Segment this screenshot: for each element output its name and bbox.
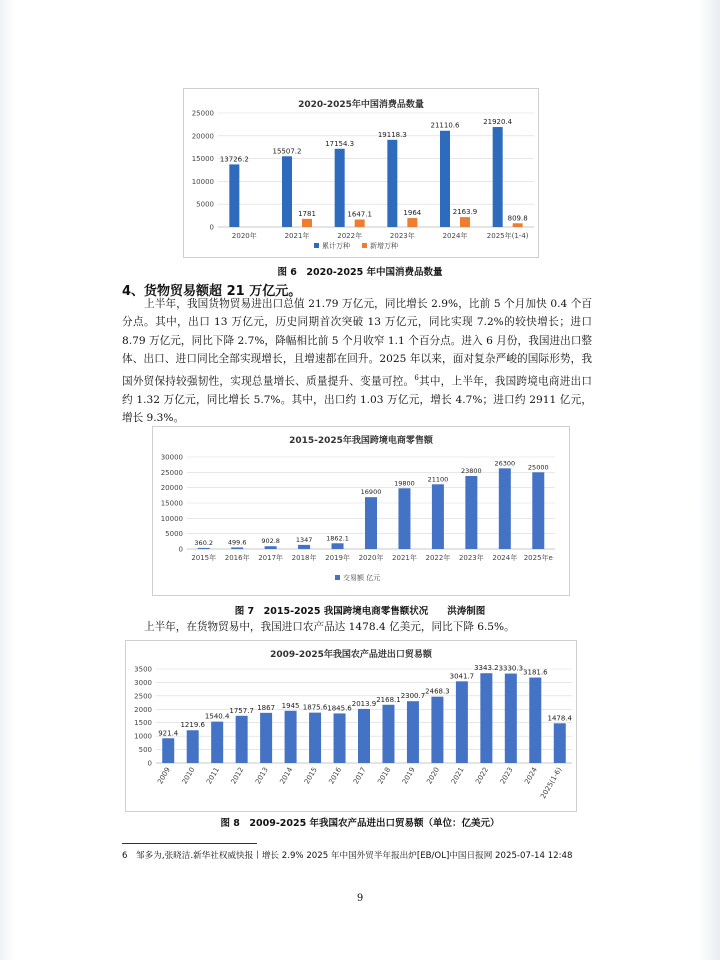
- bar: [407, 218, 417, 227]
- y-tick-label: 500: [138, 746, 152, 755]
- data-label: 1757.7: [229, 706, 254, 715]
- x-tick-label: 2023: [498, 766, 515, 786]
- paragraph-trade-main: 上半年，我国货物贸易进出口总值 21.79 万亿元，同比增长 2.9%，比前 5 个月加快 0.4 个百分点。其中，出口 13 万亿元，历史同期首次突破 13 万亿元，同比实现 7.2%的较快增长；进口 8.79 万亿元，同比下降 2.7%，降幅相比前 5 个月收窄 1.1 个百分点。进入 6 月份，我国进出口整体、出口、进口同比全部实现增长，且增速都在回升。2025 年以来，面对复杂严峻的国际形势，我国外贸保持较强韧性，实现总量增长、质量提升、变量可控。: [122, 298, 592, 388]
- x-tick-label: 2013: [254, 766, 270, 786]
- bar: [365, 497, 377, 549]
- bar: [398, 488, 410, 549]
- page-number: 9: [356, 893, 364, 904]
- chart-title: 2020-2025年中国消费品数量: [298, 100, 424, 110]
- chart-title: 2015-2025年我国跨境电商零售额: [289, 436, 433, 446]
- bar: [493, 127, 503, 227]
- footnote-ref[interactable]: 6: [414, 373, 419, 382]
- y-tick-label: 0: [209, 223, 214, 232]
- y-tick-label: 5000: [165, 530, 183, 539]
- y-tick-label: 10000: [160, 514, 183, 523]
- data-label: 26300: [494, 459, 516, 468]
- chart-title: 2009-2025年我国农产品进出口贸易额: [270, 650, 432, 660]
- data-label: 3330.3: [498, 664, 524, 673]
- bar: [231, 547, 243, 549]
- bar: [285, 711, 297, 763]
- y-tick-label: 0: [178, 545, 183, 554]
- bar: [229, 164, 239, 227]
- x-tick-label: 2010: [180, 766, 197, 786]
- data-label: 23800: [461, 467, 482, 476]
- y-tick-label: 2000: [134, 705, 152, 714]
- y-tick-label: 25000: [191, 109, 214, 118]
- data-label: 1540.4: [204, 712, 230, 721]
- x-tick-label: 2021年: [284, 232, 310, 240]
- data-label: 19800: [394, 479, 415, 488]
- y-tick-label: 5000: [196, 200, 214, 209]
- data-label: 1647.1: [347, 210, 372, 219]
- chart-cross-border-ecommerce-svg: [153, 427, 569, 595]
- data-label: 21100: [427, 475, 449, 484]
- x-tick-label: 2025年(1-4): [486, 232, 529, 240]
- legend-label-new: 新增万种: [370, 242, 398, 250]
- data-label: 1781: [298, 209, 316, 218]
- footnote-divider: [122, 843, 257, 844]
- x-tick-label: 2022年: [337, 232, 363, 240]
- data-label: 1219.6: [180, 721, 205, 730]
- y-tick-label: 0: [147, 759, 152, 768]
- legend-swatch-new: [362, 243, 367, 248]
- data-label: 1862.1: [326, 534, 349, 543]
- data-label: 2468.3: [425, 687, 450, 696]
- bar: [335, 149, 345, 227]
- chart-agricultural-trade: [125, 640, 577, 812]
- paragraph-agriculture-text: 上半年，在货物贸易中，我国进口农产品达 1478.4 亿美元，同比下降 6.5%。: [144, 621, 515, 633]
- bar: [499, 468, 511, 549]
- legend-swatch-cumulative: [314, 243, 319, 248]
- chart-agricultural-trade-svg: [126, 641, 576, 811]
- y-tick-label: 15000: [191, 155, 214, 164]
- x-tick-label: 2021: [449, 766, 466, 786]
- bar: [236, 716, 248, 763]
- bar: [382, 705, 394, 763]
- x-tick-label: 2012: [229, 766, 246, 786]
- data-label: 1347: [295, 535, 313, 544]
- x-tick-label: 2011: [205, 766, 221, 786]
- data-label: 2168.1: [376, 695, 401, 704]
- bar: [211, 722, 223, 763]
- y-tick-label: 20000: [160, 484, 183, 493]
- bar: [332, 543, 344, 549]
- x-tick-label: 2020年: [358, 554, 384, 562]
- bar: [355, 219, 365, 227]
- bar: [309, 713, 321, 763]
- x-tick-label: 2022: [474, 766, 491, 786]
- x-tick-label: 2018年: [291, 554, 317, 562]
- paragraph-trade-tail: 其中，上半年，我国跨境电商进出口约 1.32 万亿元，同比增长 5.7%。其中，出口约 1.03 万亿元，增长 4.7%；进口约 2911 亿元，增长 9.3%。: [122, 375, 593, 424]
- bar: [298, 545, 310, 549]
- section-heading: 4、货物贸易额超 21 万亿元。: [122, 284, 302, 299]
- bar: [480, 673, 492, 763]
- bar: [387, 140, 397, 227]
- data-label: 13726.2: [219, 155, 249, 164]
- y-tick-label: 25000: [160, 468, 183, 477]
- x-tick-label: 2022年: [425, 554, 451, 562]
- x-tick-label: 2019: [400, 766, 417, 786]
- bar: [334, 713, 346, 763]
- bar: [302, 219, 312, 227]
- data-label: 21110.6: [430, 121, 460, 130]
- paragraph-trade: [122, 295, 592, 427]
- y-tick-label: 1000: [134, 732, 152, 741]
- x-tick-label: 2017年: [258, 554, 284, 562]
- x-tick-label: 2018: [376, 766, 393, 786]
- data-label: 2013.9: [351, 699, 377, 708]
- legend-label-cumulative: 累计万种: [322, 242, 350, 250]
- x-tick-label: 2019年: [325, 554, 350, 562]
- data-label: 15507.2: [272, 147, 302, 156]
- x-tick-label: 2016年: [224, 554, 250, 562]
- x-tick-label: 2020年: [231, 232, 257, 240]
- bar: [505, 674, 517, 763]
- bar: [513, 223, 523, 227]
- x-tick-label: 2024年: [442, 232, 468, 240]
- bar: [431, 697, 443, 763]
- x-tick-label: 2017: [351, 766, 368, 786]
- x-tick-label: 2023年: [389, 232, 415, 240]
- data-label: 809.8: [507, 214, 528, 223]
- x-tick-label: 2025年e: [523, 554, 553, 562]
- x-tick-label: 2024年: [492, 554, 518, 562]
- data-label: 1964: [403, 209, 422, 218]
- bar: [532, 472, 544, 549]
- bar: [432, 484, 444, 549]
- x-tick-label: 2023年: [458, 554, 484, 562]
- bar: [260, 713, 272, 763]
- chart-consumer-goods-svg: [184, 89, 538, 257]
- x-tick-label: 2025(1-6): [539, 766, 564, 801]
- figure-8-caption: 图 8 2009-2025 年我国农产品进出口贸易额（单位：亿美元）: [220, 818, 500, 829]
- chart-cross-border-ecommerce: [152, 426, 570, 596]
- y-tick-label: 10000: [191, 177, 214, 186]
- bar: [358, 709, 370, 763]
- x-tick-label: 2015年: [191, 554, 217, 562]
- data-label: 1875.6: [302, 703, 328, 712]
- y-tick-label: 1500: [134, 719, 152, 728]
- y-tick-label: 2500: [134, 692, 152, 701]
- y-tick-label: 3000: [134, 678, 152, 687]
- data-label: 1867: [257, 703, 276, 712]
- bar: [554, 723, 566, 763]
- data-label: 25000: [527, 463, 549, 472]
- x-tick-label: 2014: [278, 766, 295, 786]
- x-tick-label: 2009: [156, 766, 172, 786]
- data-label: 902.8: [261, 537, 280, 546]
- data-label: 499.6: [227, 538, 247, 547]
- chart-consumer-goods: [183, 88, 539, 258]
- data-label: 16900: [360, 488, 382, 497]
- bar: [187, 730, 199, 763]
- paragraph-agriculture: [122, 618, 592, 636]
- x-tick-label: 2020: [425, 766, 442, 786]
- bar: [407, 701, 419, 763]
- y-tick-label: 3500: [134, 665, 152, 674]
- bar: [198, 548, 210, 549]
- data-label: 360.2: [194, 538, 214, 547]
- x-tick-label: 2016: [327, 766, 344, 786]
- bar: [265, 546, 277, 549]
- bar: [460, 217, 470, 227]
- footnote: 6 邹多为,张晓洁.新华社权威快报丨增长 2.9% 2025 年中国外贸半年报出炉[EB/OL]中国日报网 2025-07-14 12:48: [122, 851, 573, 861]
- data-label: 921.4: [158, 729, 179, 738]
- y-tick-label: 30000: [160, 453, 183, 462]
- y-tick-label: 20000: [191, 132, 214, 141]
- data-label: 19118.3: [377, 130, 407, 139]
- data-label: 1478.4: [547, 714, 573, 723]
- figure-6-caption: 图 6 2020-2025 年中国消费品数量: [277, 267, 443, 278]
- legend-label: 交易额 亿元: [343, 574, 381, 582]
- data-label: 17154.3: [325, 139, 355, 148]
- data-label: 3181.6: [523, 668, 548, 677]
- bar: [282, 156, 292, 227]
- data-label: 1945: [281, 701, 300, 710]
- data-label: 21920.4: [483, 118, 513, 127]
- bar: [162, 738, 174, 763]
- bar: [440, 131, 450, 227]
- data-label: 2300.7: [400, 692, 426, 701]
- legend-swatch: [335, 575, 340, 580]
- bar: [529, 678, 541, 763]
- bar: [465, 476, 477, 549]
- data-label: 1845.6: [327, 704, 352, 713]
- bar: [456, 681, 468, 763]
- data-label: 3343.2: [474, 664, 499, 673]
- x-tick-label: 2015: [302, 766, 319, 786]
- y-tick-label: 15000: [160, 499, 183, 508]
- data-label: 3041.7: [449, 672, 475, 681]
- x-tick-label: 2024: [523, 766, 540, 786]
- figure-7-caption: 图 7 2015-2025 我国跨境电商零售额状况 洪涛制图: [234, 606, 486, 617]
- data-label: 2163.9: [452, 208, 478, 217]
- x-tick-label: 2021年: [392, 554, 417, 562]
